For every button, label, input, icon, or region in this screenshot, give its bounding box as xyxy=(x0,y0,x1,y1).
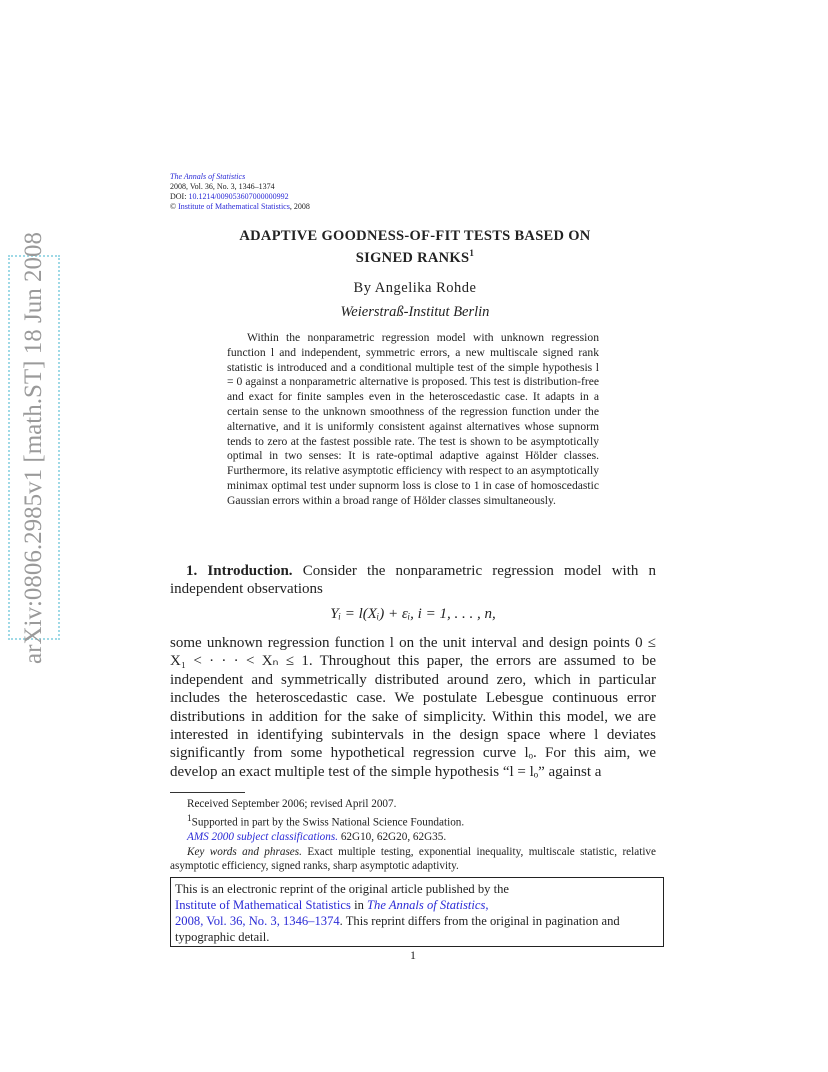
intro-text-1: Consider the nonparametric regression model with n independent observations xyxy=(170,563,657,597)
paper-title xyxy=(200,228,630,267)
reprint-in: in xyxy=(350,898,368,912)
footnotes xyxy=(170,797,656,874)
journal-header xyxy=(170,172,310,212)
title-line-1: ADAPTIVE GOODNESS-OF-FIT TESTS BASED ON xyxy=(239,228,591,244)
keywords: Exact multiple testing, exponential inequality, multiscale statistic, relative asymptotic efficiency, signed ranks, sharp asymptotic adaptivity. xyxy=(170,845,656,873)
affiliation: Weierstraß-Institut Berlin xyxy=(340,304,490,320)
support-note: Supported in part by the Swiss National Science Foundation. xyxy=(191,816,465,829)
title-line-2: SIGNED RANKS xyxy=(355,249,470,266)
journal-link[interactable]: The Annals of Statistics xyxy=(170,172,246,181)
footnote-rule xyxy=(170,792,245,793)
arxiv-stamp-text: arXiv:0806.2985v1 [math.ST] 18 Jun 2008 xyxy=(20,231,47,664)
institute-link[interactable]: Institute of Mathematical Statistics xyxy=(178,202,290,211)
page-number: 1 xyxy=(410,948,416,962)
abstract: Within the nonparametric regression model with unknown regression function l and independent, symmetric errors, a new multiscale signed rank statistic is introduced and a conditional multiple test of the simple hypothesis l = 0 against a nonparametric alternative is proposed. This test is distribution-free and exact for finite samples even in the heteroscedastic case. It adapts in a certain sense to the unknown smoothness of the regression function under the alternative, and it is uniformly consistent against alternatives whose supnorm tends to zero at the fastest possible rate. The test is shown to be asymptotically optimal in two senses: It is rate-optimal adaptive against Hölder classes. Furthermore, its relative asymptotic efficiency with respect to an asymptotically minimax optimal test under supnorm loss is close to 1 in case of homoscedastic Gaussian errors within a broad range of Hölder classes simultaneously. xyxy=(227,331,599,507)
author: By Angelika Rohde xyxy=(353,280,477,296)
ams-codes: 62G10, 62G20, 62G35. xyxy=(338,830,447,843)
regression-equation: Yᵢ = l(Xᵢ) + εᵢ, i = 1, . . . , n, xyxy=(330,606,496,622)
intro-paragraph-1 xyxy=(170,562,656,598)
ams-link[interactable]: AMS 2000 subject classifications. xyxy=(187,830,339,843)
arxiv-stamp xyxy=(8,231,60,664)
reprint-line-1: This is an electronic reprint of the original article published by the xyxy=(175,882,509,896)
keywords-label: Key words and phrases. xyxy=(187,845,302,858)
reprint-rest: . This reprint differs from the original in pagination and typographic detail. xyxy=(175,914,620,944)
doi-link[interactable]: 10.1214/009053607000000992 xyxy=(188,192,289,201)
copyright-year: , 2008 xyxy=(289,202,310,211)
reprint-comma: , xyxy=(485,898,489,912)
reprint-journal-link[interactable]: The Annals of Statistics xyxy=(367,898,486,912)
doi-prefix: DOI: xyxy=(170,192,189,201)
support-mark: 1 xyxy=(187,813,192,824)
copyright-symbol: © xyxy=(170,202,177,211)
reprint-institute-link[interactable]: Institute of Mathematical Statistics xyxy=(175,898,351,912)
title-footnote-mark: 1 xyxy=(469,248,475,258)
reprint-citation-link[interactable]: 2008, Vol. 36, No. 3, 1346–1374 xyxy=(175,914,340,928)
intro-paragraph-2: some unknown regression function l on the unit interval and design points 0 ≤ X₁ < · · · < Xₙ ≤ 1. Throughout this paper, the errors are assumed to be independent and symmetrically distributed around zero, which in particular includes the heteroscedastic case. We postulate Lebesgue continuous error distributions in addition for the sake of simplicity. Within this model, we are interested in identifying subintervals in the design space where l deviates significantly from some hypothetical regression curve lₒ. For this aim, we develop an exact multiple test of the simple hypothesis “l = lₒ” against a xyxy=(170,635,656,780)
section-heading: 1. Introduction. xyxy=(186,563,293,579)
received-note: Received September 2006; revised April 2007. xyxy=(187,798,397,810)
volume-line: 2008, Vol. 36, No. 3, 1346–1374 xyxy=(170,182,275,191)
reprint-notice xyxy=(170,877,664,947)
